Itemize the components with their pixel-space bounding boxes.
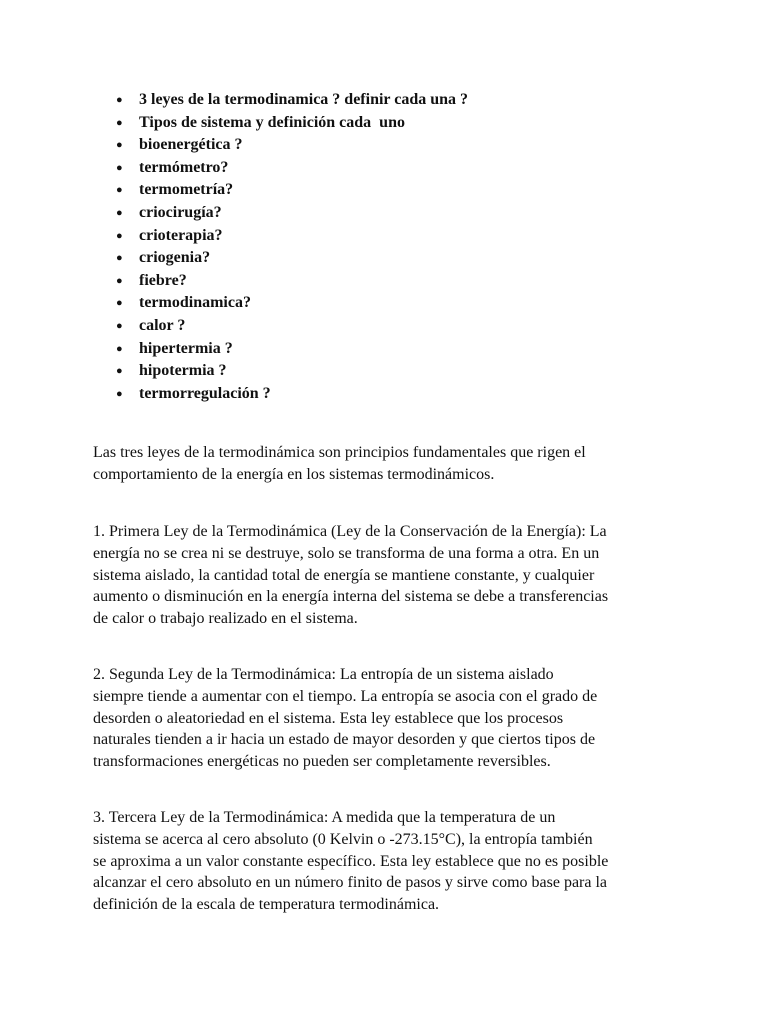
text-line: se aproxima a un valor constante específico. Esta ley establece que no es posible <box>93 852 609 870</box>
question-text: termodinamica? <box>139 294 251 312</box>
text-line: energía no se crea ni se destruye, solo se transforma de una forma a otra. En un <box>93 544 600 562</box>
bullet-icon: ● <box>116 274 123 287</box>
text-line: comportamiento de la energía en los sistemas termodinámicos. <box>93 465 495 483</box>
question-text: bioenergética ? <box>139 136 243 154</box>
list-item <box>116 225 468 248</box>
list-item <box>116 270 468 293</box>
third-law-paragraph <box>93 807 713 916</box>
question-text: Tipos de sistema y definición cada uno <box>139 113 405 131</box>
text-line: Las tres leyes de la termodinámica son principios fundamentales que rigen el <box>93 444 586 461</box>
list-item <box>116 315 468 338</box>
first-law-paragraph <box>93 521 713 630</box>
list-item <box>116 112 468 135</box>
text-line: alcanzar el cero absoluto en un número finito de pasos y sirve como base para la <box>93 874 608 892</box>
text-line: sistema aislado, la cantidad total de energía se mantiene constante, y cualquier <box>93 566 595 584</box>
second-law-paragraph <box>93 664 713 773</box>
question-text: calor ? <box>139 316 186 334</box>
question-text: criocirugía? <box>139 203 222 221</box>
list-item <box>116 134 468 157</box>
text-line: naturales tienden a ir hacia un estado de mayor desorden y que ciertos tipos de <box>93 731 596 749</box>
text-line: desorden o aleatoriedad en el sistema. Esta ley establece que los procesos <box>93 709 564 727</box>
bullet-icon: ● <box>116 184 123 197</box>
list-item <box>116 202 468 225</box>
question-text: termorregulación ? <box>139 384 271 402</box>
bullet-icon: ● <box>116 342 123 355</box>
question-text: termometría? <box>139 181 234 199</box>
list-item <box>116 383 468 406</box>
list-item <box>116 179 468 202</box>
question-text: fiebre? <box>139 271 187 289</box>
text-line: aumento o disminución en la energía interna del sistema se debe a transferencias <box>93 588 609 606</box>
question-text: 3 leyes de la termodinamica ? definir cada una ? <box>139 91 469 108</box>
text-line: 3. Tercera Ley de la Termodinámica: A medida que la temperatura de un <box>93 809 556 826</box>
list-item <box>116 292 468 315</box>
text-line: 2. Segunda Ley de la Termodinámica: La entropía de un sistema aislado <box>93 666 554 683</box>
text-line: de calor o trabajo realizado en el sistema. <box>93 610 358 628</box>
bullet-icon: ● <box>116 116 123 129</box>
text-line: 1. Primera Ley de la Termodinámica (Ley de la Conservación de la Energía): La <box>93 523 607 540</box>
question-text: hipertermia ? <box>139 339 233 357</box>
bullet-icon: ● <box>116 206 123 219</box>
text-line: sistema se acerca al cero absoluto (0 Kelvin o -273.15°C), la entropía también <box>93 830 593 848</box>
text-line: transformaciones energéticas no pueden ser completamente reversibles. <box>93 753 551 771</box>
bullet-icon: ● <box>116 161 123 174</box>
question-text: termómetro? <box>139 158 229 176</box>
list-item <box>116 360 468 383</box>
question-list <box>116 89 469 405</box>
bullet-icon: ● <box>116 319 123 332</box>
bullet-icon: ● <box>116 252 123 265</box>
intro-paragraph <box>93 442 713 486</box>
bullet-icon: ● <box>116 387 123 400</box>
bullet-icon: ● <box>116 139 123 152</box>
text-line: siempre tiende a aumentar con el tiempo. La entropía se asocia con el grado de <box>93 687 598 705</box>
list-item <box>116 338 468 361</box>
bullet-icon: ● <box>116 365 123 378</box>
list-item <box>116 247 468 270</box>
question-text: hipotermia ? <box>139 362 227 380</box>
bullet-icon: ● <box>116 94 123 106</box>
bullet-icon: ● <box>116 297 123 310</box>
list-item <box>116 89 469 112</box>
text-line: definición de la escala de temperatura termodinámica. <box>93 896 440 914</box>
list-item <box>116 157 468 180</box>
bullet-icon: ● <box>116 229 123 242</box>
question-text: criogenia? <box>139 249 211 267</box>
question-text: crioterapia? <box>139 226 223 244</box>
